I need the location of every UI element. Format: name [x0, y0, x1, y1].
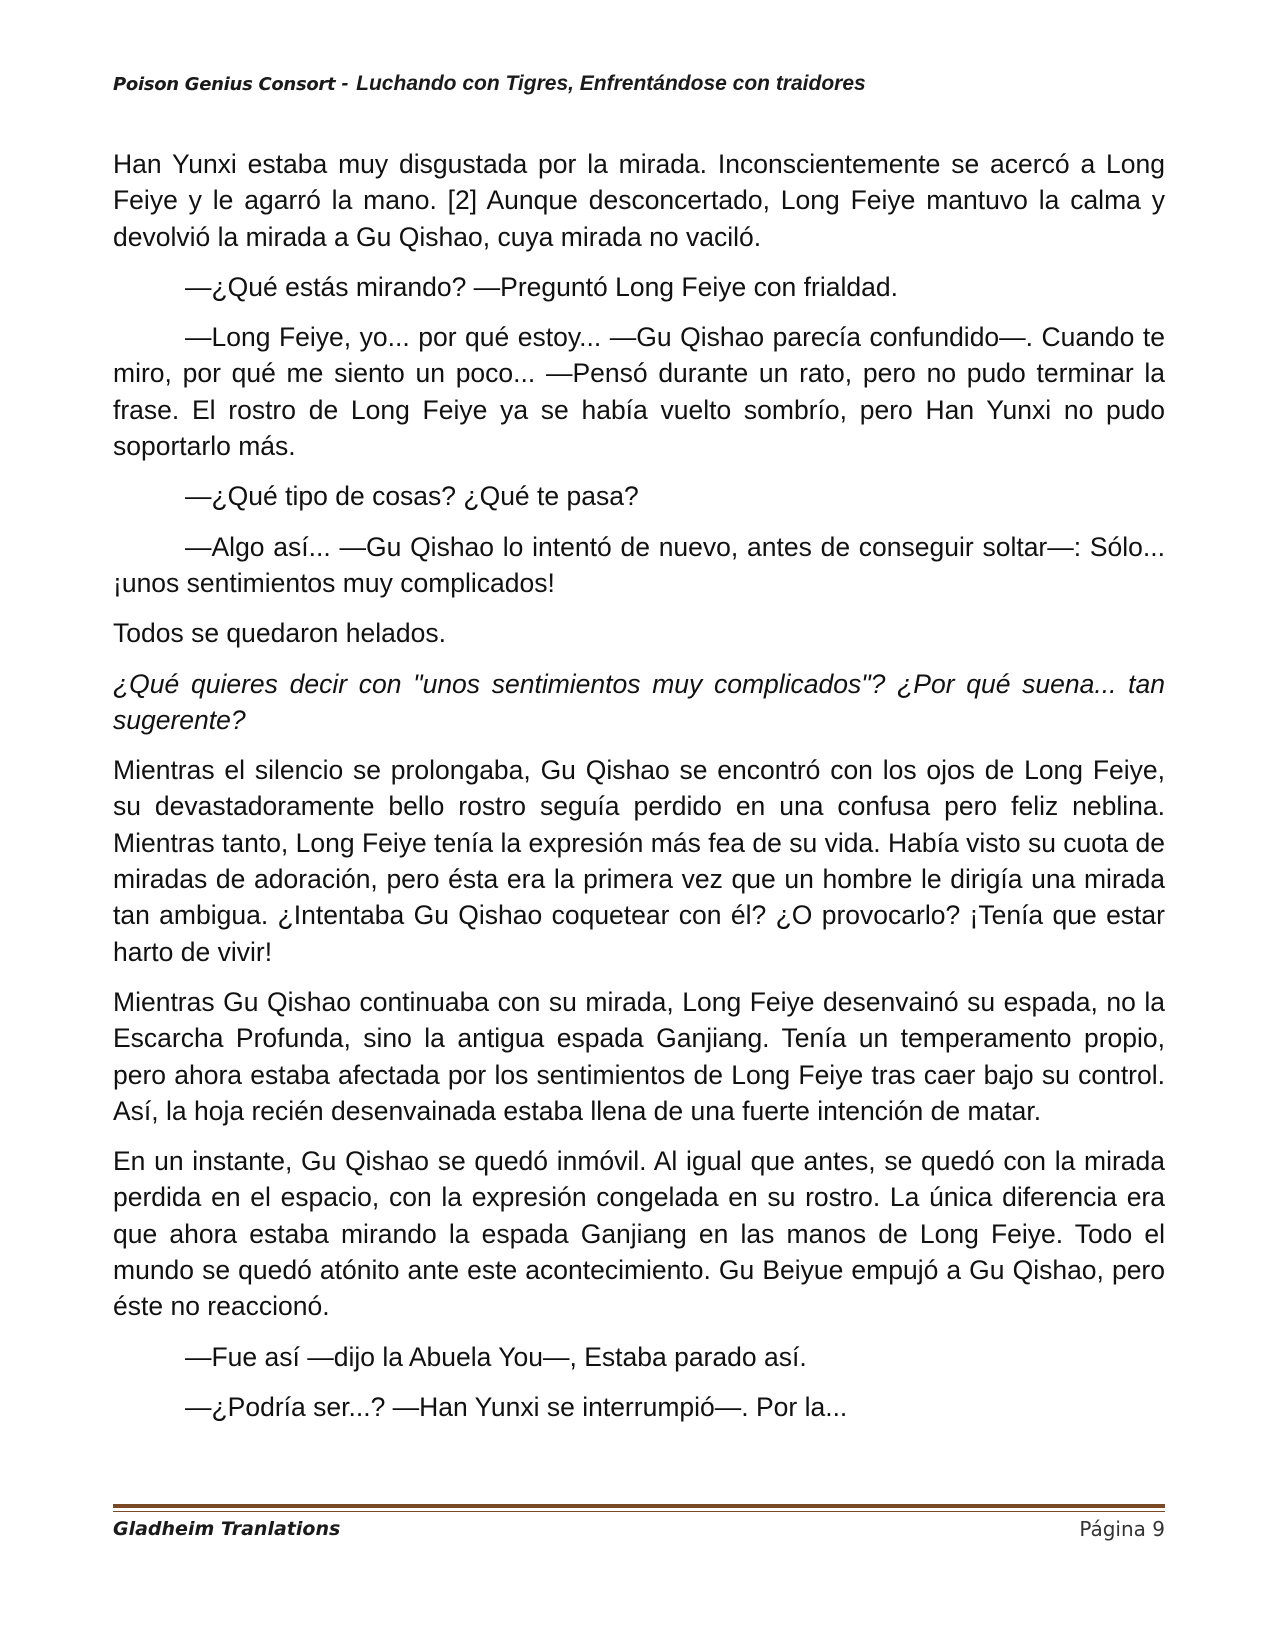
dialogue-paragraph: —Fue así —dijo la Abuela You—, Estaba parado así.: [185, 1341, 807, 1372]
paragraph: Mientras Gu Qishao continuaba con su mirada, Long Feiye desenvainó su espada, no la Escarcha Profunda, sino la antigua espada Ganjiang. Tenía un temperamento propio, pero ahora estaba afectada por los sentimientos de Long Feiye tras caer bajo su control. Así, la hoja recién desenvainada estaba llena de una fuerte intención de matar.: [113, 986, 1165, 1126]
dialogue-paragraph: —¿Podría ser...? —Han Yunxi se interrumpió—. Por la...: [185, 1391, 848, 1422]
italic-thought-paragraph: ¿Qué quieres decir con "unos sentimientos muy complicados"? ¿Por qué suena... tan sugerente?: [113, 668, 1165, 735]
footer-divider: [113, 1504, 1165, 1508]
paragraph: Mientras el silencio se prolongaba, Gu Qishao se encontró con los ojos de Long Feiye, su devastadoramente bello rostro seguía perdido en una confusa pero feliz neblina. Mientras tanto, Long Feiye tenía la expresión más fea de su vida. Había visto su cuota de miradas de adoración, pero ésta era la primera vez que un hombre le dirigía una mirada tan ambigua. ¿Intentaba Gu Qishao coquetear con él? ¿O provocarlo? ¡Tenía que estar harto de vivir!: [113, 755, 1165, 967]
dialogue-paragraph: —¿Qué tipo de cosas? ¿Qué te pasa?: [185, 481, 639, 512]
series-title: Poison Genius Consort: [113, 74, 336, 95]
footer-publisher: Gladheim Tranlations: [113, 1518, 341, 1540]
page-number: Página 9: [1079, 1517, 1165, 1541]
dialogue-paragraph: —Long Feiye, yo... por qué estoy... —Gu Qishao parecía confundido—. Cuando te miro, por qué me siento un poco... —Pensó durante un rato, pero no pudo terminar la frase. El rostro de Long Feiye ya se había vuelto sombrío, pero Han Yunxi no pudo soportarlo más.: [113, 322, 1165, 462]
header-separator: -: [341, 72, 349, 95]
dialogue-paragraph: —Algo así... —Gu Qishao lo intentó de nuevo, antes de conseguir soltar—: Sólo... ¡unos sentimientos muy complicados!: [113, 531, 1165, 598]
footer-divider-thin: [113, 1511, 1165, 1512]
paragraph: Han Yunxi estaba muy disgustada por la mirada. Inconscientemente se acercó a Long Feiye y le agarró la mano. [2] Aunque desconcertado, Long Feiye mantuvo la calma y devolvió la mirada a Gu Qishao, cuya mirada no vaciló.: [113, 149, 1165, 252]
paragraph: Todos se quedaron helados.: [113, 618, 446, 649]
dialogue-paragraph: —¿Qué estás mirando? —Preguntó Long Feiye con frialdad.: [185, 271, 898, 302]
paragraph: En un instante, Gu Qishao se quedó inmóvil. Al igual que antes, se quedó con la mirada perdida en el espacio, con la expresión congelada en su rostro. La única diferencia era que ahora estaba mirando la espada Ganjiang en las manos de Long Feiye. Todo el mundo se quedó atónito ante este acontecimiento. Gu Beiyue empujó a Gu Qishao, pero éste no reaccionó.: [113, 1146, 1165, 1322]
chapter-title: Luchando con Tigres, Enfrentándose con traidores: [356, 72, 866, 95]
page-header: [113, 72, 1173, 96]
body-text: [113, 146, 1165, 1439]
